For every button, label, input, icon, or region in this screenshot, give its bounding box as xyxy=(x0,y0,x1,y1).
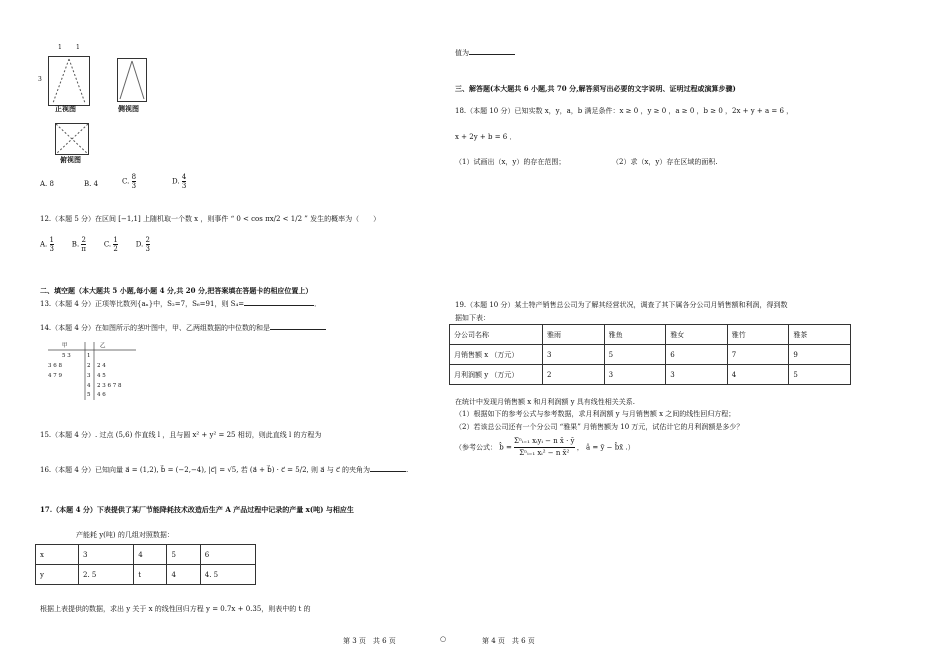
q16-body: 16.（本题 4 分）已知向量 a⃗ = (1,2), b⃗ = (−2,−4), |c⃗| = √5, 若 (a⃗ + b⃗) · c⃗ = 5/2, 则 a⃗ 与 c⃗ 的夹角为 xyxy=(40,466,371,474)
q11-c-label: C. xyxy=(122,177,130,186)
table-cell: 3 xyxy=(666,365,728,385)
table-cell: 雅茶 xyxy=(789,325,851,345)
q12-a-den: 3 xyxy=(49,245,54,253)
table-row xyxy=(450,365,851,385)
q18-part1: （1）试画出（x，y）的存在范围； xyxy=(455,158,566,166)
q15-text: 15.（本题 4 分）. 过点 (5,6) 作直线 l ，且与圆 x² + y² = 25 相切，则此直线 l 的方程为 xyxy=(40,431,322,439)
front-view-label: 正视图 xyxy=(55,105,76,113)
q11-d-label: D. xyxy=(172,177,180,186)
table-cell: 4 xyxy=(727,365,789,385)
q12-a-num: 1 xyxy=(49,236,54,244)
stem-right-4: 2 3 6 7 8 xyxy=(97,383,122,389)
q17-line2: 产能耗 y(吨) 的几组对照数据： xyxy=(76,531,174,539)
side-view-lines xyxy=(118,59,146,101)
table-cell: 3 xyxy=(604,365,666,385)
table-cell: 6 xyxy=(666,345,728,365)
q12-c-num: 1 xyxy=(113,236,118,244)
q12-d-label: D. xyxy=(135,240,144,249)
stem-3: 3 xyxy=(87,373,91,379)
stem-right-2: 2 4 xyxy=(97,363,106,369)
table-cell: 4 xyxy=(134,545,167,565)
q11-c-num: 8 xyxy=(131,173,137,181)
q17-line1: 17.（本题 4 分）下表提供了某厂节能降耗技术改造后生产 A 产品过程中记录的产量 x(吨) 与相应生 xyxy=(40,505,354,514)
table-cell: 3 xyxy=(543,345,605,365)
dim-top-2: 1 xyxy=(76,44,80,51)
q11-d-den: 3 xyxy=(181,182,187,190)
q14-body: 14.（本题 4 分）在如图所示的茎叶图中，甲、乙两组数据的中位数的和是 xyxy=(40,324,271,332)
q12-d-den: 3 xyxy=(145,245,150,253)
side-view-figure xyxy=(117,58,147,102)
table-cell: 3 xyxy=(79,545,134,565)
q12-b-num: 2 xyxy=(81,236,86,244)
q18-line1: 18.（本题 10 分）已知实数 x，y，a，b 满足条件：x ≥ 0 ，y ≥ 0 ，a ≥ 0 ，b ≥ 0 ，2x + y + a = 6 ， xyxy=(455,107,794,115)
table-cell: 雅女 xyxy=(666,325,728,345)
table-cell: x xyxy=(36,545,79,565)
q16-text: 16.（本题 4 分）已知向量 a⃗ = (1,2), b⃗ = (−2,−4), |c⃗| = √5, 若 (a⃗ + b⃗) · c⃗ = 5/2, 则 a⃗ 与 c⃗ 的夹角为 . xyxy=(40,466,409,474)
q11-option-c xyxy=(122,173,136,190)
q19-part1: （1）根据如下的参考公式与参考数据，求月利润额 y 与月销售额 x 之间的线性回归方程； xyxy=(455,410,736,418)
stem-left-2: 3 6 8 xyxy=(48,363,62,369)
stem-right-3: 4 5 xyxy=(97,373,106,379)
q12-b-den: π xyxy=(81,245,87,253)
top-view-label: 俯视图 xyxy=(60,156,81,164)
q11-c-den: 3 xyxy=(131,182,137,190)
table-cell: 雅鱼 xyxy=(604,325,666,345)
top-view-lines xyxy=(56,124,88,154)
q13-blank xyxy=(244,305,314,306)
table-cell: 月销售额 x （万元） xyxy=(450,345,543,365)
q19-formula-pre: （参考公式： xyxy=(455,443,497,452)
q12-text: 12.（本题 5 分）在区间 [−1,1] 上随机取一个数 x ，则事件 “ 0 < cos πx/2 < 1/2 ” 发生的概率为（ ） xyxy=(40,215,381,223)
dim-top-1: 1 xyxy=(58,44,62,51)
stem-left-3: 4 7 9 xyxy=(48,373,62,379)
q11-option-d xyxy=(172,173,186,190)
table-cell: 5 xyxy=(789,365,851,385)
q14-blank xyxy=(270,329,326,330)
table-cell: 6 xyxy=(200,545,255,565)
q17-table xyxy=(35,544,256,585)
table-cell: 7 xyxy=(727,345,789,365)
table-cell: 5 xyxy=(167,545,200,565)
q19-line2: 据如下表： xyxy=(455,314,490,322)
footer-left-page: 第 3 页 共 6 页 xyxy=(343,637,396,645)
stem-header-yi: 乙 xyxy=(100,343,106,349)
q19-line1: 19.（本题 10 分）某土特产销售总公司为了解其经营状况，调查了其下属各分公司月销售额和利润，得到数 xyxy=(455,301,788,309)
stem-right-5: 4 6 xyxy=(97,392,106,398)
q18-line2: x + 2y + b = 6 ． xyxy=(455,133,517,141)
q11-option-a: A. 8 xyxy=(40,180,54,188)
q13-body: 13.（本题 4 分）正项等比数列{aₙ}中，S₂=7，S₆=91，则 S₄= xyxy=(40,300,245,308)
q11-option-b: B. 4 xyxy=(84,180,99,188)
q13-text: 13.（本题 4 分）正项等比数列{aₙ}中，S₂=7，S₆=91，则 S₄= ． xyxy=(40,300,322,308)
footer-right-page: 第 4 页 共 6 页 xyxy=(482,637,535,645)
table-cell: 4. 5 xyxy=(200,565,255,585)
dim-left-3: 3 xyxy=(38,76,42,83)
stem-4: 4 xyxy=(87,383,91,389)
side-view-label: 侧视图 xyxy=(118,105,139,113)
q19-line3: 在统计中发现月销售额 x 和月利润额 y 具有线性相关关系. xyxy=(455,398,636,406)
table-cell: 雅雨 xyxy=(543,325,605,345)
table-cell: 2. 5 xyxy=(79,565,134,585)
table-cell: 9 xyxy=(789,345,851,365)
table-cell: 月利润额 y （万元） xyxy=(450,365,543,385)
table-cell: 分公司名称 xyxy=(450,325,543,345)
q12-options xyxy=(40,236,150,253)
table-row xyxy=(450,345,851,365)
q19-formula-post: ， â = ȳ − b̂x̄ .） xyxy=(576,443,635,452)
q19-table xyxy=(449,324,851,385)
stem-left-1: 5 3 xyxy=(62,353,71,359)
stem-5: 5 xyxy=(87,392,91,398)
section-3-heading: 三、解答题(本大题共 6 小题,共 70 分,解答须写出必要的文字说明、证明过程或演算步骤) xyxy=(455,84,736,93)
q11-d-num: 4 xyxy=(181,173,187,181)
footer-center-mark: ○ xyxy=(440,635,447,643)
q19-formula-den: Σⁿᵢ₌₁ xᵢ² − n x̄² xyxy=(519,449,570,457)
table-cell: 2 xyxy=(543,365,605,385)
q18-part2: （2）求（x，y）存在区域的面积. xyxy=(612,158,718,166)
q19-part2: （2）若该总公司还有一个分公司 “雅果” 月销售额为 10 万元，试估计它的月利润额是多少？ xyxy=(455,423,744,431)
q17-continuation xyxy=(455,48,515,58)
front-view-figure xyxy=(48,56,90,106)
q19-formula-bhat: b̂ = xyxy=(499,443,512,452)
q17-line3: 根据上表提供的数据，求出 y 关于 x 的线性回归方程 y = 0.7x + 0.35，则表中的 t 的 xyxy=(40,605,311,613)
q12-c-label: C. xyxy=(103,240,112,249)
stem-2: 2 xyxy=(87,363,91,369)
table-row xyxy=(450,325,851,345)
q16-blank xyxy=(370,471,406,472)
table-row xyxy=(36,565,256,585)
q14-text xyxy=(40,323,326,333)
table-cell: y xyxy=(36,565,79,585)
table-cell: 5 xyxy=(604,345,666,365)
stem-header-jia: 甲 xyxy=(62,343,68,349)
section-2-heading: 二、填空题（本大题共 5 小题,每小题 4 分,共 20 分,把答案填在答题卡的相应位置上） xyxy=(40,286,313,295)
q19-formula-num: Σⁿᵢ₌₁ xᵢyᵢ − n x̄ · ȳ xyxy=(514,436,574,448)
top-view-figure xyxy=(55,123,89,155)
table-row xyxy=(36,545,256,565)
stem-leaf-lines xyxy=(48,340,138,402)
q12-a-label: A. xyxy=(40,240,48,249)
q17-blank xyxy=(469,54,515,55)
table-cell: 4 xyxy=(167,565,200,585)
table-cell: 雅竹 xyxy=(727,325,789,345)
q17-cont-text: 值为 xyxy=(455,49,469,57)
stem-1: 1 xyxy=(87,353,91,359)
q12-d-num: 2 xyxy=(145,236,150,244)
table-cell: t xyxy=(134,565,167,585)
q19-formula xyxy=(455,436,635,459)
q12-b-label: B. xyxy=(71,240,80,249)
front-view-lines xyxy=(49,57,89,105)
q12-c-den: 2 xyxy=(113,245,118,253)
